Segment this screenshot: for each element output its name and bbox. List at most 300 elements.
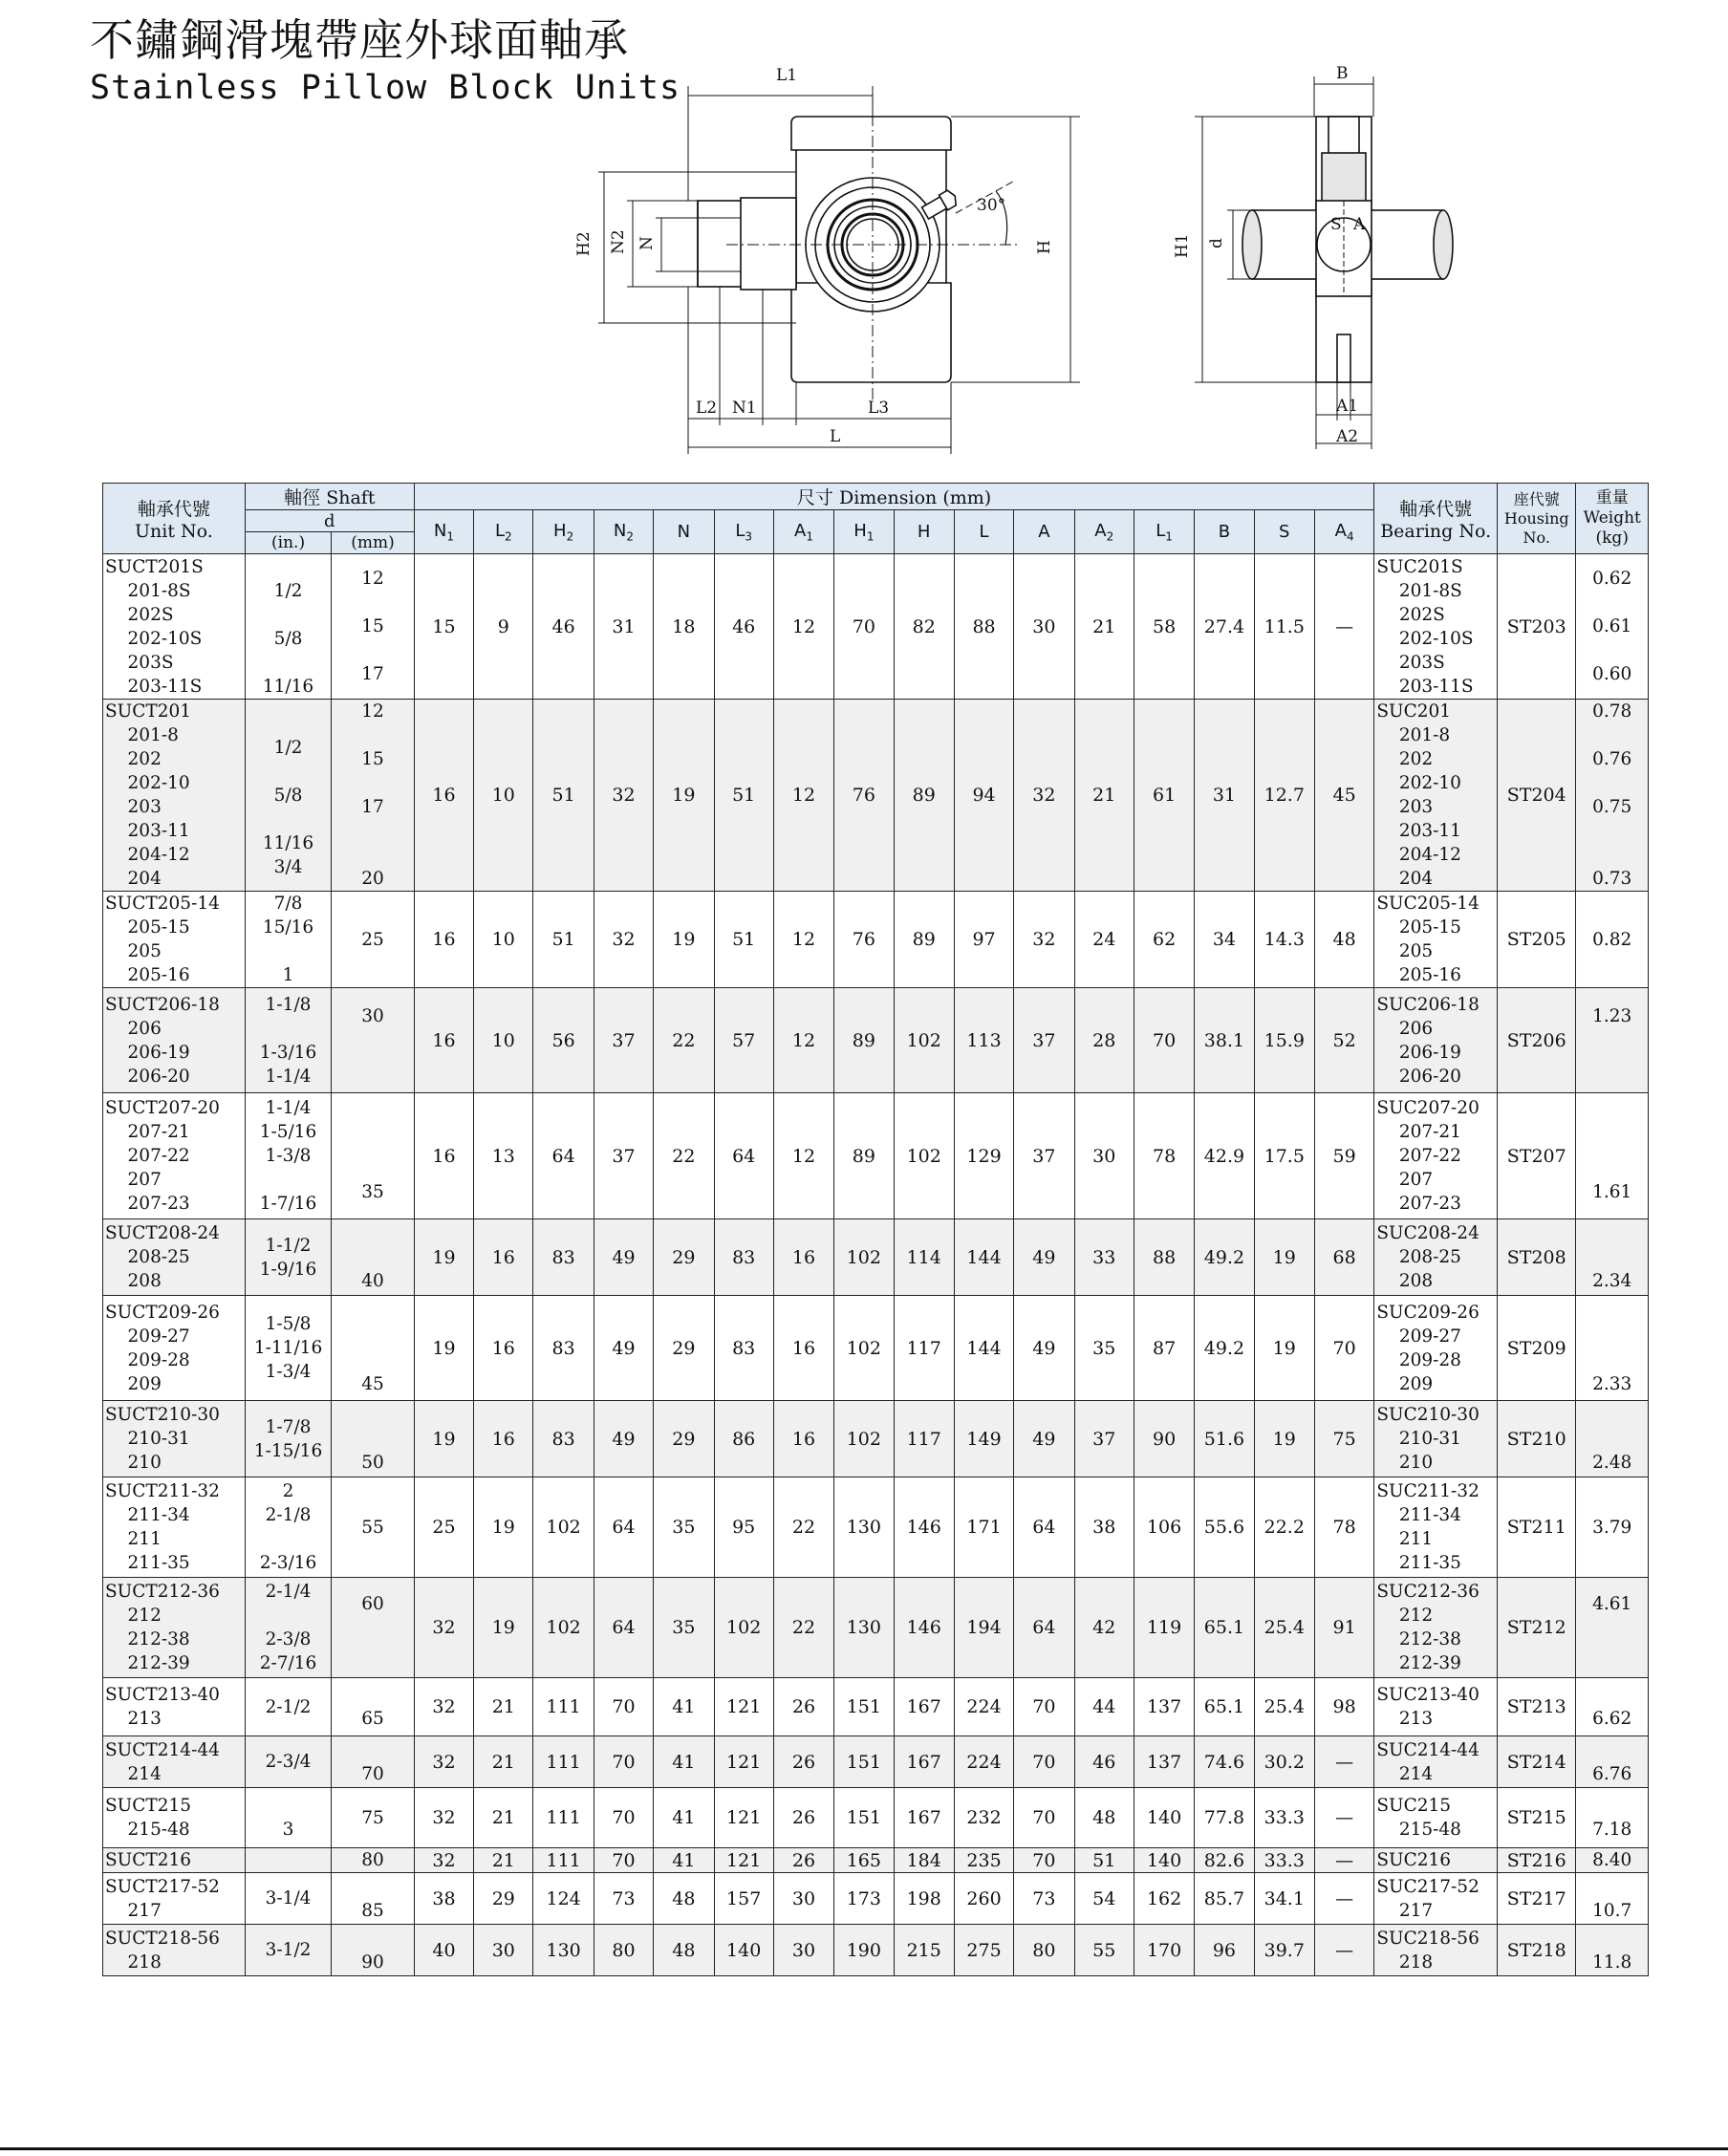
dimension-cell: 97 — [954, 892, 1013, 988]
dimension-cell: 9 — [474, 554, 533, 700]
shaft-mm-cell: 12 15 17 — [332, 554, 414, 700]
dimension-cell: 70 — [1014, 1678, 1074, 1736]
dimension-cell: 19 — [414, 1219, 473, 1296]
dimension-cell: 48 — [1074, 1788, 1134, 1848]
housing-no-cell: ST203 — [1498, 554, 1576, 700]
dimension-cell: 88 — [954, 554, 1013, 700]
dimension-cell: 58 — [1134, 554, 1194, 700]
dimension-cell: 19 — [414, 1296, 473, 1401]
dimension-cell: 24 — [1074, 892, 1134, 988]
dimension-cell: 85.7 — [1195, 1873, 1254, 1925]
dimension-cell: 16 — [414, 1093, 473, 1219]
shaft-mm-header: (mm) — [332, 532, 414, 554]
dimension-cell: 70 — [594, 1848, 653, 1873]
unit-no-cell: SUCT210-30 210-31 210 — [103, 1401, 246, 1477]
shaft-inch-cell: 1-1/4 1-5/16 1-3/8 1-7/16 — [245, 1093, 332, 1219]
dimension-cell: 98 — [1314, 1678, 1373, 1736]
shaft-inch-cell: 2-3/4 — [245, 1736, 332, 1788]
dimension-cell: 13 — [474, 1093, 533, 1219]
bearing-no-cell: SUC214-44 214 — [1374, 1736, 1498, 1788]
table-row — [103, 892, 1649, 988]
unit-no-cell: SUCT216 — [103, 1848, 246, 1873]
front-view — [598, 86, 1080, 454]
table-row — [103, 1401, 1649, 1477]
dimension-cell: 12 — [773, 988, 833, 1093]
svg-text:A: A — [1353, 215, 1366, 234]
dimension-cell: 30 — [474, 1925, 533, 1976]
table-row — [103, 1477, 1649, 1578]
housing-no-cell: ST204 — [1498, 700, 1576, 892]
dimension-cell: 17.5 — [1254, 1093, 1314, 1219]
footer-rule — [0, 2147, 1728, 2150]
dimension-cell: 12 — [773, 700, 833, 892]
side-view — [1195, 76, 1453, 449]
dimension-cell: 39.7 — [1254, 1925, 1314, 1976]
dimension-cell: 48 — [654, 1925, 714, 1976]
dimension-cell: 75 — [1314, 1401, 1373, 1477]
dimension-cell: 89 — [894, 892, 954, 988]
bearing-no-cell: SUC211-32 211-34 211 211-35 — [1374, 1477, 1498, 1578]
dimension-cell: 215 — [894, 1925, 954, 1976]
dimension-cell: 46 — [533, 554, 594, 700]
housing-no-cell: ST205 — [1498, 892, 1576, 988]
shaft-mm-cell: 55 — [332, 1477, 414, 1578]
dimension-cell: 31 — [1195, 700, 1254, 892]
svg-text:L3: L3 — [868, 399, 890, 418]
svg-text:d: d — [1207, 238, 1226, 248]
dimension-cell: 90 — [1134, 1401, 1194, 1477]
dimension-cell: 16 — [773, 1296, 833, 1401]
weight-cell: 2.34 — [1576, 1219, 1649, 1296]
svg-text:H2: H2 — [574, 231, 594, 256]
unit-no-cell: SUCT213-40 213 — [103, 1678, 246, 1736]
svg-text:N1: N1 — [732, 399, 757, 418]
dimension-cell: 35 — [654, 1477, 714, 1578]
shaft-inch-cell: 3 — [245, 1788, 332, 1848]
dimension-cell: 26 — [773, 1736, 833, 1788]
dim-header-n1: $N_1$ — [414, 510, 473, 554]
dimension-cell: 89 — [834, 1093, 894, 1219]
shaft-mm-cell: 65 — [332, 1678, 414, 1736]
dimension-cell: 46 — [1074, 1736, 1134, 1788]
dimension-cell: 54 — [1074, 1873, 1134, 1925]
dimension-cell: 22 — [773, 1578, 833, 1678]
table-row — [103, 988, 1649, 1093]
dimension-cell: 260 — [954, 1873, 1013, 1925]
table-row — [103, 1296, 1649, 1401]
dimension-cell: 82 — [894, 554, 954, 700]
technical-drawing — [564, 57, 1520, 459]
svg-text:H1: H1 — [1173, 233, 1192, 258]
housing-no-cell: ST216 — [1498, 1848, 1576, 1873]
dimension-cell: 190 — [834, 1925, 894, 1976]
table-row — [103, 1925, 1649, 1976]
dimension-cell: 184 — [894, 1848, 954, 1873]
housing-no-cell: ST210 — [1498, 1401, 1576, 1477]
dimension-cell: 83 — [533, 1296, 594, 1401]
dimension-cell: 140 — [1134, 1788, 1194, 1848]
dimension-cell: 64 — [1014, 1477, 1074, 1578]
unit-no-header: 軸承代號 Unit No. — [103, 484, 246, 554]
housing-no-cell: ST218 — [1498, 1925, 1576, 1976]
dimension-cell: 19 — [474, 1578, 533, 1678]
dimension-cell: 165 — [834, 1848, 894, 1873]
dimension-cell: 14.3 — [1254, 892, 1314, 988]
dim-header-l2: $L_2$ — [474, 510, 533, 554]
dimension-cell: 32 — [594, 700, 653, 892]
shaft-mm-cell: 25 — [332, 892, 414, 988]
unit-no-cell: SUCT217-52 217 — [103, 1873, 246, 1925]
housing-no-cell: ST214 — [1498, 1736, 1576, 1788]
dimension-cell: 167 — [894, 1736, 954, 1788]
dimension-cell: 51.6 — [1195, 1401, 1254, 1477]
dimension-cell: 102 — [533, 1578, 594, 1678]
bearing-no-cell: SUC213-40 213 — [1374, 1678, 1498, 1736]
dimension-cell: 29 — [474, 1873, 533, 1925]
dim-header-a: A — [1014, 510, 1074, 554]
dimension-cell: 121 — [714, 1788, 773, 1848]
table-row — [103, 1093, 1649, 1219]
dimension-cell: 235 — [954, 1848, 1013, 1873]
weight-cell: 1.23 — [1576, 988, 1649, 1093]
dimension-cell: 51 — [533, 700, 594, 892]
dim-header-h: H — [894, 510, 954, 554]
svg-text:L2: L2 — [696, 399, 718, 418]
dimension-cell: 119 — [1134, 1578, 1194, 1678]
table-row — [103, 1578, 1649, 1678]
unit-no-cell: SUCT201 201-8 202 202-10 203 203-11 204-12 204 — [103, 700, 246, 892]
weight-cell: 8.40 — [1576, 1848, 1649, 1873]
svg-text:N: N — [637, 236, 657, 250]
dimension-cell: 74.6 — [1195, 1736, 1254, 1788]
dimension-cell: 19 — [1254, 1296, 1314, 1401]
table-row — [103, 1873, 1649, 1925]
dimension-cell: 10 — [474, 700, 533, 892]
shaft-mm-cell: 60 — [332, 1578, 414, 1678]
dimension-cell: — — [1314, 1848, 1373, 1873]
dimension-cell: 89 — [834, 988, 894, 1093]
weight-cell: 2.33 — [1576, 1296, 1649, 1401]
dimension-cell: 57 — [714, 988, 773, 1093]
shaft-mm-cell: 75 — [332, 1788, 414, 1848]
dimension-cell: 26 — [773, 1678, 833, 1736]
dimension-cell: 16 — [474, 1296, 533, 1401]
dimension-cell: 87 — [1134, 1296, 1194, 1401]
housing-no-cell: ST208 — [1498, 1219, 1576, 1296]
dimension-cell: 44 — [1074, 1678, 1134, 1736]
dimension-cell: 11.5 — [1254, 554, 1314, 700]
table-row — [103, 1788, 1649, 1848]
dimension-cell: 102 — [894, 1093, 954, 1219]
dimension-cell: 102 — [834, 1219, 894, 1296]
dimension-cell: 96 — [1195, 1925, 1254, 1976]
dim-header-b: B — [1195, 510, 1254, 554]
dimension-cell: 73 — [1014, 1873, 1074, 1925]
unit-no-cell: SUCT207-20 207-21 207-22 207 207-23 — [103, 1093, 246, 1219]
bearing-no-header: 軸承代號 Bearing No. — [1374, 484, 1498, 554]
dimension-cell: 31 — [594, 554, 653, 700]
dimension-cell: 49 — [594, 1219, 653, 1296]
dimension-cell: 171 — [954, 1477, 1013, 1578]
page-title-english: Stainless Pillow Block Units — [90, 69, 681, 107]
dimension-cell: 40 — [414, 1925, 473, 1976]
unit-no-cell: SUCT215 215-48 — [103, 1788, 246, 1848]
dimension-cell: 80 — [1014, 1925, 1074, 1976]
bearing-no-cell: SUC201 201-8 202 202-10 203 203-11 204-12 204 — [1374, 700, 1498, 892]
shaft-inch-cell: 2-1/2 — [245, 1678, 332, 1736]
page-title-chinese: 不鏽鋼滑塊帶座外球面軸承 — [90, 14, 629, 66]
dimension-cell: 144 — [954, 1296, 1013, 1401]
dimension-cell: 157 — [714, 1873, 773, 1925]
dimension-cell: 49 — [1014, 1296, 1074, 1401]
weight-cell: 6.76 — [1576, 1736, 1649, 1788]
unit-no-cell: SUCT208-24 208-25 208 — [103, 1219, 246, 1296]
dimension-cell: 55.6 — [1195, 1477, 1254, 1578]
dimension-cell: 12 — [773, 1093, 833, 1219]
dimension-cell: 121 — [714, 1736, 773, 1788]
dimension-cell: 12 — [773, 554, 833, 700]
dim-header-h2: $H_2$ — [533, 510, 594, 554]
dimension-cell: 42 — [1074, 1578, 1134, 1678]
dimension-cell: 80 — [594, 1925, 653, 1976]
dimension-cell: 130 — [834, 1477, 894, 1578]
shaft-mm-cell: 40 — [332, 1219, 414, 1296]
dimension-cell: 137 — [1134, 1678, 1194, 1736]
shaft-mm-cell: 35 — [332, 1093, 414, 1219]
shaft-mm-cell: 90 — [332, 1925, 414, 1976]
dimension-cell: 140 — [1134, 1848, 1194, 1873]
bearing-no-cell: SUC208-24 208-25 208 — [1374, 1219, 1498, 1296]
dimension-cell: 137 — [1134, 1736, 1194, 1788]
shaft-mm-cell: 85 — [332, 1873, 414, 1925]
dimension-cell: 21 — [474, 1848, 533, 1873]
dimension-cell: 64 — [533, 1093, 594, 1219]
dimension-cell: 37 — [1014, 1093, 1074, 1219]
table-row — [103, 1848, 1649, 1873]
shaft-mm-cell: 12 15 17 20 — [332, 700, 414, 892]
dimension-cell: 32 — [1014, 700, 1074, 892]
dimension-cell: 76 — [834, 892, 894, 988]
dimension-cell: 19 — [1254, 1401, 1314, 1477]
dimension-cell: 28 — [1074, 988, 1134, 1093]
shaft-d-header: d — [245, 510, 414, 532]
dimension-cell: 62 — [1134, 892, 1194, 988]
dimension-cell: 32 — [594, 892, 653, 988]
dimension-cell: 32 — [414, 1678, 473, 1736]
dimension-cell: 61 — [1134, 700, 1194, 892]
dimension-cell: 10 — [474, 988, 533, 1093]
dimension-cell: 32 — [414, 1848, 473, 1873]
shaft-inch-cell: 1-1/2 1-9/16 — [245, 1219, 332, 1296]
dimension-cell: 113 — [954, 988, 1013, 1093]
dimension-cell: — — [1314, 1925, 1373, 1976]
dimension-cell: 77.8 — [1195, 1788, 1254, 1848]
dimension-cell: 37 — [594, 1093, 653, 1219]
table-row — [103, 700, 1649, 892]
dimension-cell: 21 — [1074, 700, 1134, 892]
dimension-cell: 140 — [714, 1925, 773, 1976]
dimension-cell: 33 — [1074, 1219, 1134, 1296]
dimension-cell: 19 — [474, 1477, 533, 1578]
dimension-cell: 49.2 — [1195, 1219, 1254, 1296]
dimension-cell: 15 — [414, 554, 473, 700]
dimension-cell: 102 — [894, 988, 954, 1093]
bearing-no-cell: SUC215 215-48 — [1374, 1788, 1498, 1848]
dimension-cell: 45 — [1314, 700, 1373, 892]
dimension-cell: 151 — [834, 1788, 894, 1848]
dimension-cell: 70 — [1014, 1736, 1074, 1788]
dim-header-a4: $A_4$ — [1314, 510, 1373, 554]
dimension-cell: 34.1 — [1254, 1873, 1314, 1925]
dimension-cell: 16 — [414, 988, 473, 1093]
dim-header-l3: $L_3$ — [714, 510, 773, 554]
dimension-cell: 38.1 — [1195, 988, 1254, 1093]
dimension-cell: 173 — [834, 1873, 894, 1925]
dim-header-n2: $N_2$ — [594, 510, 653, 554]
dimension-cell: 25 — [414, 1477, 473, 1578]
dimension-cell: — — [1314, 554, 1373, 700]
specification-table — [102, 483, 1649, 1976]
dimension-cell: 49 — [594, 1296, 653, 1401]
dimension-cell: 151 — [834, 1678, 894, 1736]
shaft-mm-cell: 30 — [332, 988, 414, 1093]
dimension-cell: 73 — [594, 1873, 653, 1925]
weight-cell: 1.61 — [1576, 1093, 1649, 1219]
dimension-cell: 224 — [954, 1736, 1013, 1788]
dimension-cell: 149 — [954, 1401, 1013, 1477]
dimension-cell: 167 — [894, 1678, 954, 1736]
dimension-cell: 49 — [1014, 1401, 1074, 1477]
shaft-inch-cell: 7/8 15/16 1 — [245, 892, 332, 988]
dimension-cell: 26 — [773, 1788, 833, 1848]
bearing-no-cell: SUC205-14 205-15 205 205-16 — [1374, 892, 1498, 988]
dimension-cell: 25.4 — [1254, 1678, 1314, 1736]
dimension-cell: 16 — [414, 700, 473, 892]
dimension-cell: 144 — [954, 1219, 1013, 1296]
dimension-cell: 21 — [474, 1678, 533, 1736]
dimension-cell: 198 — [894, 1873, 954, 1925]
dimension-cell: 41 — [654, 1678, 714, 1736]
dim-header-n: N — [654, 510, 714, 554]
dimension-cell: 232 — [954, 1788, 1013, 1848]
dimension-cell: 117 — [894, 1296, 954, 1401]
dimension-cell: 83 — [714, 1296, 773, 1401]
table-row — [103, 1219, 1649, 1296]
dimension-cell: 27.4 — [1195, 554, 1254, 700]
svg-text:B: B — [1336, 64, 1349, 83]
dimension-cell: 70 — [594, 1788, 653, 1848]
dimension-cell: 111 — [533, 1848, 594, 1873]
dimension-cell: 146 — [894, 1578, 954, 1678]
dimension-cell: 64 — [594, 1578, 653, 1678]
bearing-no-cell: SUC218-56 218 — [1374, 1925, 1498, 1976]
weight-cell: 2.48 — [1576, 1401, 1649, 1477]
dimension-cell: 19 — [1254, 1219, 1314, 1296]
dimension-cell: 30 — [1074, 1093, 1134, 1219]
dimension-cell: 167 — [894, 1788, 954, 1848]
dimension-cell: 121 — [714, 1678, 773, 1736]
dimension-cell: 146 — [894, 1477, 954, 1578]
shaft-inch-cell: 2-1/4 2-3/8 2-7/16 — [245, 1578, 332, 1678]
shaft-inch-cell: 2 2-1/8 2-3/16 — [245, 1477, 332, 1578]
dimension-cell: 70 — [1014, 1788, 1074, 1848]
dimension-cell: 70 — [594, 1736, 653, 1788]
weight-cell: 0.78 0.76 0.75 0.73 — [1576, 700, 1649, 892]
dimension-cell: 16 — [474, 1401, 533, 1477]
dimension-cell: 37 — [1074, 1401, 1134, 1477]
dimension-cell: 29 — [654, 1296, 714, 1401]
dimension-cell: 94 — [954, 700, 1013, 892]
dimension-cell: 70 — [1134, 988, 1194, 1093]
dimension-cell: 30 — [773, 1873, 833, 1925]
dimension-cell: 21 — [1074, 554, 1134, 700]
dimension-cell: 130 — [834, 1578, 894, 1678]
dimension-cell: 83 — [533, 1401, 594, 1477]
bearing-no-cell: SUC210-30 210-31 210 — [1374, 1401, 1498, 1477]
shaft-mm-cell: 50 — [332, 1401, 414, 1477]
dimension-cell: 12 — [773, 892, 833, 988]
svg-text:30°: 30° — [977, 196, 1006, 215]
dimension-cell: 64 — [714, 1093, 773, 1219]
unit-no-cell: SUCT212-36 212 212-38 212-39 — [103, 1578, 246, 1678]
dimension-cell: 130 — [533, 1925, 594, 1976]
dimension-cell: 38 — [1074, 1477, 1134, 1578]
dimension-cell: 21 — [474, 1788, 533, 1848]
dim-header-a2: $A_2$ — [1074, 510, 1134, 554]
dimension-cell: 37 — [594, 988, 653, 1093]
bearing-no-cell: SUC201S 201-8S 202S 202-10S 203S 203-11S — [1374, 554, 1498, 700]
dimension-cell: 48 — [1314, 892, 1373, 988]
dim-header-h1: $H_1$ — [834, 510, 894, 554]
dimension-cell: 55 — [1074, 1925, 1134, 1976]
dimension-cell: 121 — [714, 1848, 773, 1873]
dimension-cell: 170 — [1134, 1925, 1194, 1976]
dimension-cell: 49 — [594, 1401, 653, 1477]
dimension-cell: 83 — [714, 1219, 773, 1296]
dimension-cell: 86 — [714, 1401, 773, 1477]
table-row — [103, 1736, 1649, 1788]
dimension-cell: 114 — [894, 1219, 954, 1296]
housing-no-cell: ST215 — [1498, 1788, 1576, 1848]
dimension-cell: 22.2 — [1254, 1477, 1314, 1578]
table-row — [103, 554, 1649, 700]
dimension-cell: 32 — [1014, 892, 1074, 988]
bearing-no-cell: SUC212-36 212 212-38 212-39 — [1374, 1578, 1498, 1678]
dimension-cell: 83 — [533, 1219, 594, 1296]
svg-text:H: H — [1035, 240, 1054, 254]
shaft-inch-cell: 1/2 5/8 11/16 3/4 — [245, 700, 332, 892]
dimension-cell: 32 — [414, 1788, 473, 1848]
dimension-cell: 82.6 — [1195, 1848, 1254, 1873]
weight-cell: 3.79 — [1576, 1477, 1649, 1578]
shaft-mm-cell: 80 — [332, 1848, 414, 1873]
dimension-cell: 52 — [1314, 988, 1373, 1093]
dimension-cell: 64 — [1014, 1578, 1074, 1678]
dimension-cell: 111 — [533, 1736, 594, 1788]
dimension-cell: 162 — [1134, 1873, 1194, 1925]
shaft-inch-cell: 3-1/2 — [245, 1925, 332, 1976]
housing-no-header: 座代號 Housing No. — [1498, 484, 1576, 554]
dimension-cell: 30 — [773, 1925, 833, 1976]
dimension-cell: 30.2 — [1254, 1736, 1314, 1788]
unit-no-cell: SUCT206-18 206 206-19 206-20 — [103, 988, 246, 1093]
dimension-cell: — — [1314, 1788, 1373, 1848]
dimension-cell: 21 — [474, 1736, 533, 1788]
dimension-cell: 16 — [773, 1401, 833, 1477]
weight-cell: 6.62 — [1576, 1678, 1649, 1736]
bearing-no-cell: SUC206-18 206 206-19 206-20 — [1374, 988, 1498, 1093]
dim-header-a1: $A_1$ — [773, 510, 833, 554]
